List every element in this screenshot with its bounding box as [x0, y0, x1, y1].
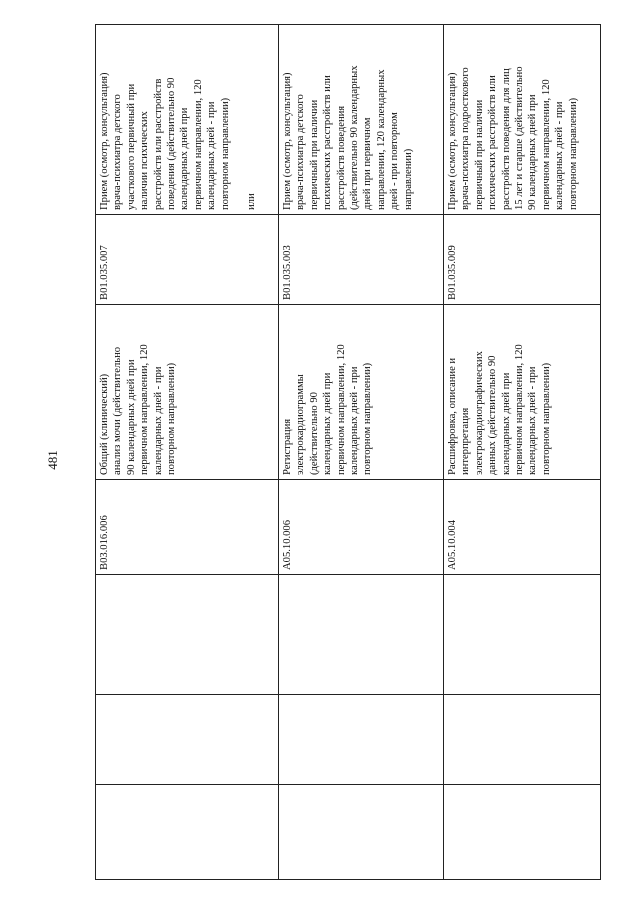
table-cell	[444, 785, 601, 880]
table-cell	[279, 695, 444, 785]
table-cell	[96, 695, 279, 785]
service-name: Расшифровка, описание и интерпретация электрокардиографических данных (действительно 90 календарных дней при первичном направлении, 120 календарных дней - при повторном направлении)	[444, 305, 601, 480]
table-row	[279, 25, 444, 880]
consult-code: B01.035.009	[444, 215, 601, 305]
table-cell	[279, 785, 444, 880]
consult-name: Прием (осмотр, консультация) врача-психиатра детского первичный при наличии психических расстройств или расстройств поведения (действительно 90 календарных дней при первичном направлении, 120 календарных дней - при повторном направлении)	[279, 25, 444, 215]
service-name: Общий (клинический) анализ мочи (действительно 90 календарных дней при первичном направлении, 120 календарных дней - при повторном направлении)	[96, 305, 279, 480]
services-table	[95, 24, 601, 880]
consult-code: B01.035.003	[279, 215, 444, 305]
service-name: Регистрация электрокардиограммы (действительно 90 календарных дней при первичном направлении, 120 календарных дней - при повторном направлении)	[279, 305, 444, 480]
service-code: A05.10.006	[279, 480, 444, 575]
consult-name: Прием (осмотр, консультация) врача-психиатра подросткового первичный при наличии психических расстройств или расстройств поведения для лиц 15 лет и старше (действительно 90 календарных дней при первичном направлении, 120 календарных дней - при повторном направлении)	[444, 25, 601, 215]
table-cell	[444, 695, 601, 785]
table-cell	[96, 575, 279, 695]
page-number: 481	[45, 450, 60, 470]
table-cell	[279, 575, 444, 695]
consult-code: B01.035.007	[96, 215, 279, 305]
table-row	[444, 25, 601, 880]
table-row	[96, 25, 279, 880]
service-code: A05.10.004	[444, 480, 601, 575]
table-cell	[444, 575, 601, 695]
service-code: B03.016.006	[96, 480, 279, 575]
consult-name: Прием (осмотр, консультация) врача-психиатра детского участкового первичный при наличии психических расстройств или расстройств поведения (действительно 90 календарных дней при первичном направлении, 120 календарных дней - при повторном направлении) или	[96, 25, 279, 215]
table-cell	[96, 785, 279, 880]
rotated-table-container	[95, 25, 600, 880]
